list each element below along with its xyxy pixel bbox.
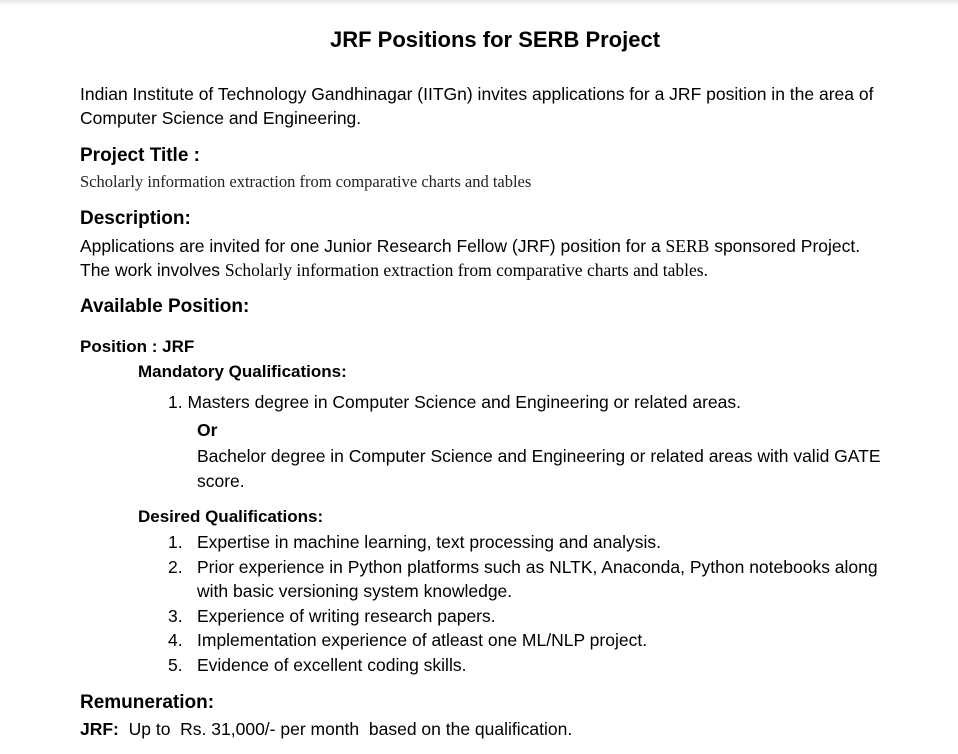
project-title-value: Scholarly information extraction from comparative charts and tables: [80, 172, 532, 191]
list-item: [168, 653, 908, 678]
intro-paragraph: Indian Institute of Technology Gandhinagar (IITGn) invites applications for a JRF position in the area of Computer Science and Engineering.: [80, 84, 874, 128]
page-title: JRF Positions for SERB Project: [329, 27, 661, 52]
list-item-number: 3.: [168, 605, 183, 626]
mandatory-alternative: Bachelor degree in Computer Science and Engineering or related areas with valid GATE score.: [197, 446, 881, 491]
list-item-number: 5.: [168, 654, 183, 675]
list-item-text: Prior experience in Python platforms such as NLTK, Anaconda, Python notebooks along with basic versioning system knowledge.: [197, 556, 878, 601]
or-separator: Or: [197, 420, 218, 440]
list-item-number: 1.: [168, 532, 183, 552]
remuneration-text: Up to Rs. 31,000/- per month based on the qualification.: [118, 719, 573, 739]
description-text-2: sponsored Project.: [709, 236, 861, 256]
list-item-number: 4.: [168, 630, 183, 650]
viewer-top-shadow: [0, 0, 958, 6]
mandatory-item-number: 1.: [168, 392, 183, 412]
description-serb: SERB: [665, 236, 710, 256]
list-item: [168, 530, 908, 555]
description-line-2: [80, 258, 900, 282]
available-position-heading: Available Position:: [80, 296, 250, 317]
remuneration-line: [80, 719, 572, 740]
list-item-text: Expertise in machine learning, text processing and analysis.: [197, 532, 661, 552]
mandatory-qualifications-heading: Mandatory Qualifications:: [138, 362, 347, 381]
list-item: [168, 555, 908, 604]
desired-qualifications-heading: Desired Qualifications:: [138, 507, 324, 526]
project-title-heading: Project Title :: [80, 145, 201, 166]
remuneration-heading: Remuneration:: [80, 692, 215, 713]
description-text-1: Applications are invited for one Junior Research Fellow (JRF) position for a: [80, 236, 666, 256]
mandatory-item-text: Masters degree in Computer Science and Engineering or related areas.: [187, 392, 741, 412]
description-heading: Description:: [80, 208, 191, 229]
mandatory-item: [168, 392, 741, 413]
list-item-text: Experience of writing research papers.: [197, 605, 496, 626]
list-item-number: 2.: [168, 556, 183, 577]
desired-qualifications-list: [168, 530, 908, 677]
list-item: [168, 604, 908, 629]
description-topic: Scholarly information extraction from comparative charts and tables.: [224, 260, 708, 280]
list-item-text: Evidence of excellent coding skills.: [197, 654, 467, 675]
list-item: [168, 628, 908, 653]
description-text-3: The work involves: [80, 260, 225, 280]
list-item-text: Implementation experience of atleast one ML/NLP project.: [197, 630, 648, 650]
remuneration-label: JRF:: [80, 719, 119, 739]
description-paragraph: [80, 234, 900, 282]
position-label: Position : JRF: [80, 337, 195, 356]
